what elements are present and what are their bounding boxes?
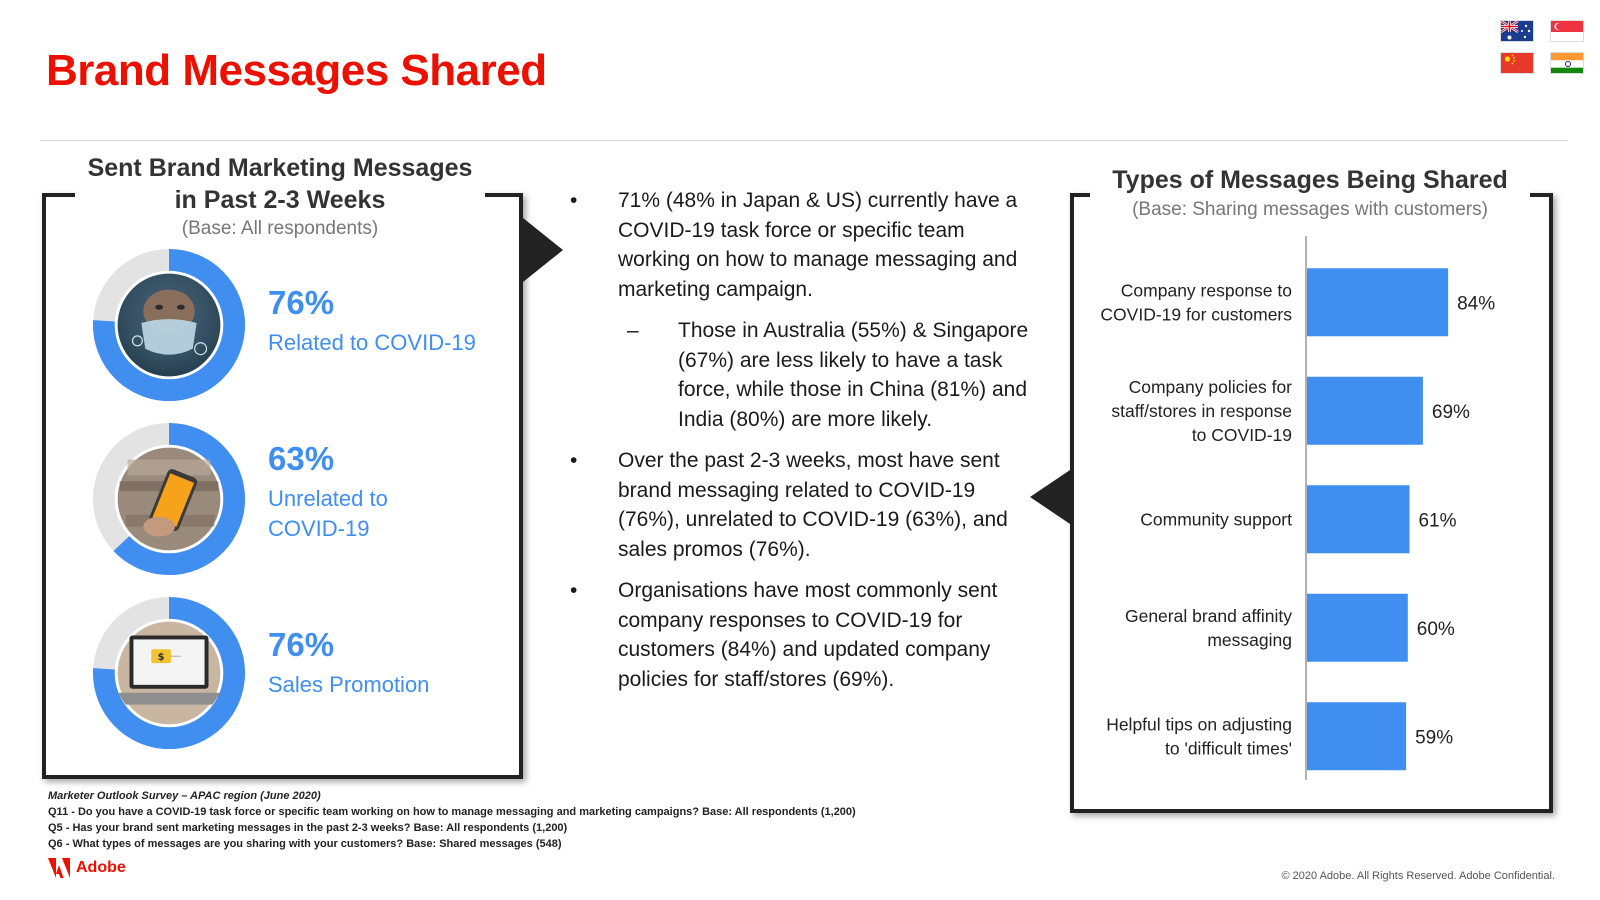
- footnote-q5: Q5 - Has your brand sent marketing messages in the past 2-3 weeks? Base: All respondents (1,200): [48, 822, 568, 834]
- stat-sales-promotion: [90, 594, 490, 754]
- category-label: [1106, 714, 1292, 758]
- bar: [1307, 702, 1406, 770]
- finding-task-force: [570, 186, 1040, 304]
- stat-percentage: 76%: [268, 284, 335, 321]
- china-flag: [1500, 52, 1534, 74]
- australia-flag: [1500, 20, 1534, 42]
- category-label-line: to COVID-19: [1191, 424, 1292, 445]
- sent-messages-title: Sent Brand Marketing Messages in Past 2-3 Weeks: [87, 154, 473, 214]
- bar-value-label: 61%: [1418, 510, 1457, 532]
- stat-unrelated-covid: [90, 420, 490, 580]
- stat-label: Unrelated to COVID-19: [268, 486, 388, 541]
- bar-value-label: 84%: [1457, 293, 1496, 315]
- finding-text: Organisations have most commonly sent company responses to COVID-19 for customers (84%) and updated company policies for staff/stores (69%).: [618, 579, 998, 691]
- adobe-wordmark: Adobe: [76, 859, 126, 876]
- category-label: [1140, 509, 1292, 529]
- stat-related-covid: [90, 246, 490, 406]
- stat-percentage: 63%: [268, 440, 335, 477]
- sent-messages-heading: [75, 150, 485, 240]
- phone-hand-image: [118, 448, 221, 551]
- survey-source: Marketer Outlook Survey – APAC region (June 2020): [48, 790, 321, 802]
- category-label-line: messaging: [1207, 629, 1292, 650]
- finding-messaging: [570, 446, 1040, 564]
- bar-value-label: 60%: [1416, 618, 1455, 640]
- donut-chart: [90, 420, 248, 578]
- pointer-arrow-left: [1030, 470, 1070, 524]
- masked-face-image: [118, 274, 221, 377]
- chart-title: Types of Messages Being Shared: [1112, 166, 1508, 194]
- bar-value-label: 69%: [1431, 401, 1470, 423]
- bar: [1307, 594, 1408, 662]
- svg-text:$: $: [157, 652, 165, 664]
- bullet-icon: •: [570, 189, 578, 212]
- india-flag: [1550, 52, 1584, 74]
- category-label-line: Community support: [1140, 509, 1292, 530]
- bar: [1307, 485, 1409, 553]
- finding-common-messages: [570, 576, 1040, 694]
- finding-text: 71% (48% in Japan & US) currently have a COVID-19 task force or specific team working on how to manage messaging and marketing campaign.: [618, 189, 1018, 301]
- pointer-arrow-right: [523, 218, 563, 282]
- bar: [1307, 377, 1423, 445]
- category-label: [1125, 606, 1292, 650]
- donut-chart: [90, 594, 248, 752]
- country-flags: [1500, 20, 1588, 76]
- category-label-line: Company policies for: [1128, 376, 1292, 397]
- category-label: [1100, 280, 1292, 324]
- laptop-price-tag-image: [118, 622, 221, 725]
- bullet-icon: •: [570, 449, 578, 472]
- dash-icon: –: [627, 319, 639, 342]
- finding-text: Those in Australia (55%) & Singapore (67%) are less likely to have a task force, while those in China (81%) and India (80%) are more likely.: [678, 319, 1029, 431]
- stat-label: Sales Promotion: [268, 672, 430, 697]
- footnote-q6: Q6 - What types of messages are you sharing with your customers? Base: Shared messages (548): [48, 838, 562, 850]
- category-label-line: Helpful tips on adjusting: [1106, 714, 1292, 735]
- key-findings: [570, 186, 1040, 706]
- category-label-line: General brand affinity: [1124, 605, 1292, 626]
- stat-percentage: 76%: [268, 626, 335, 663]
- category-label-line: to 'difficult times': [1165, 738, 1292, 759]
- bullet-icon: •: [570, 579, 578, 602]
- message-types-bar-chart: [1074, 236, 1550, 796]
- adobe-icon: [48, 858, 70, 878]
- page-title: Brand Messages Shared: [46, 46, 547, 95]
- adobe-logo: [48, 858, 126, 878]
- copyright-notice: © 2020 Adobe. All Rights Reserved. Adobe Confidential.: [1281, 870, 1555, 882]
- sent-messages-base: (Base: All respondents): [181, 218, 379, 239]
- category-label-line: COVID-19 for customers: [1100, 304, 1292, 325]
- stat-label: Related to COVID-19: [268, 330, 476, 355]
- category-label-line: staff/stores in response: [1111, 400, 1292, 421]
- message-types-heading: [1090, 164, 1530, 221]
- bar: [1307, 268, 1448, 336]
- title-divider: [40, 140, 1568, 141]
- footnote-q11: Q11 - Do you have a COVID-19 task force or specific team working on how to manage messaging and marketing campaigns? Base: All respondents (1,200): [48, 806, 856, 818]
- finding-task-force-detail: [570, 316, 1040, 434]
- category-label-line: Company response to: [1120, 280, 1292, 301]
- chart-subtitle: (Base: Sharing messages with customers): [1132, 199, 1488, 220]
- category-label: [1111, 377, 1292, 445]
- finding-text: Over the past 2-3 weeks, most have sent brand messaging related to COVID-19 (76%), unrelated to COVID-19 (63%), and sales promos (76%).: [618, 449, 1008, 561]
- footnotes: [48, 788, 856, 852]
- donut-chart: [90, 246, 248, 404]
- bar-value-label: 59%: [1415, 727, 1454, 749]
- singapore-flag: [1550, 20, 1584, 42]
